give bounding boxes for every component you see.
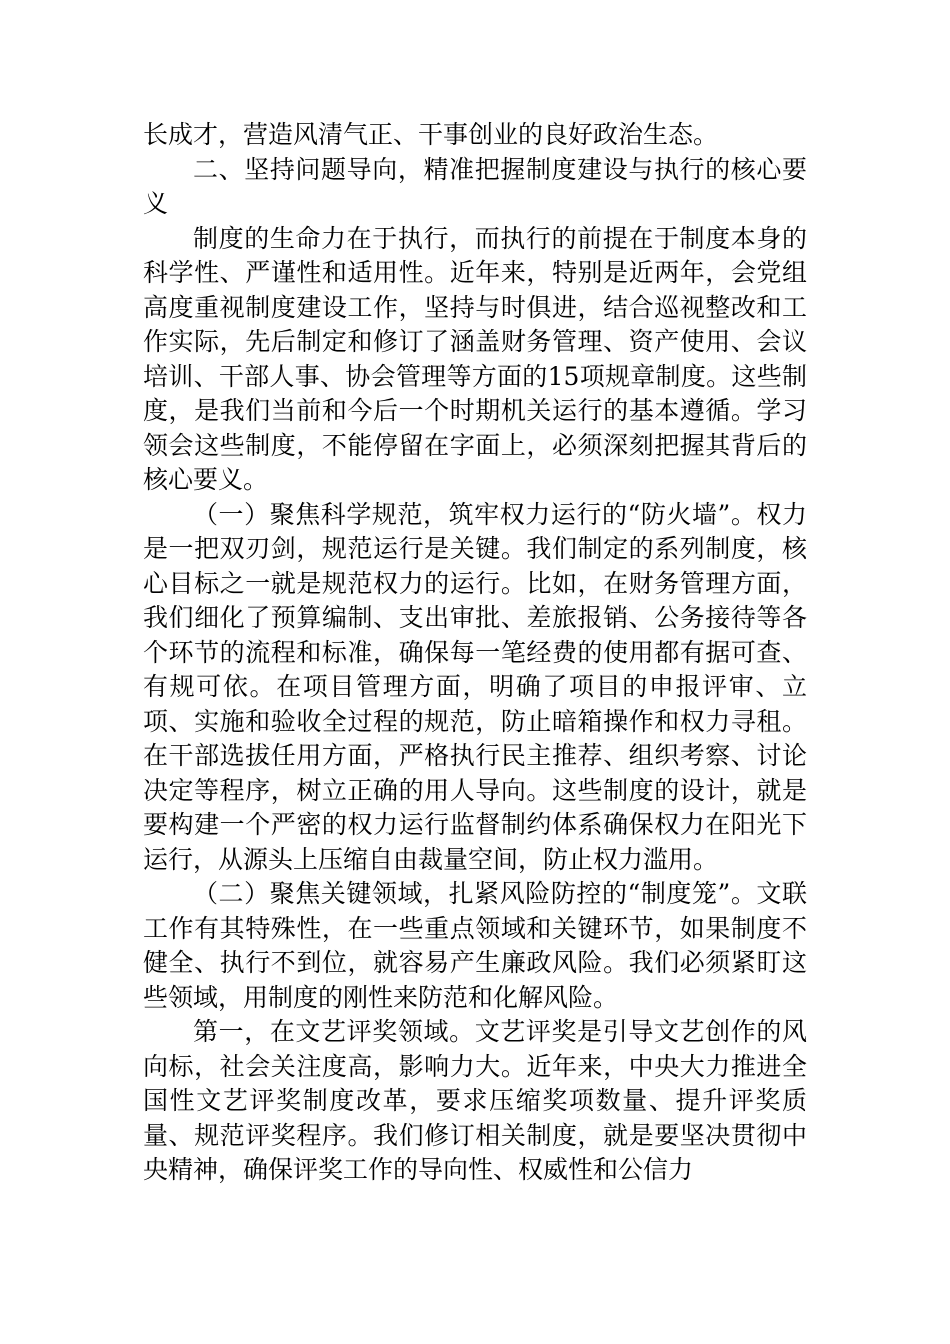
body-paragraph-awards: 第一，在文艺评奖领域。文艺评奖是引导文艺创作的风向标，社会关注度高，影响力大。近年来，中央大力推进全国性文艺评奖制度改革，要求压缩奖项数量、提升评奖质量、规范评奖程序。我们修订相关制度，就是要坚决贯彻中央精神，确保评奖工作的导向性、权威性和公信力 — [143, 1017, 807, 1184]
section-heading: 二、坚持问题导向，精准把握制度建设与执行的核心要义 — [143, 154, 807, 218]
body-paragraph-risk-control: （二）聚焦关键领域，扎紧风险防控的“制度笼”。文联工作有其特殊性，在一些重点领域和关键环节，如果制度不健全、执行不到位，就容易产生廉政风险。我们必须紧盯这些领域，用制度的刚性来防范和化解风险。 — [143, 879, 807, 1012]
document-page — [143, 118, 807, 1188]
body-paragraph-intro: 制度的生命力在于执行，而执行的前提在于制度本身的科学性、严谨性和适用性。近年来，特别是近两年，会党组高度重视制度建设工作，坚持与时俱进，结合巡视整改和工作实际，先后制定和修订了涵盖财务管理、资产使用、会议培训、干部人事、协会管理等方面的15项规章制度。这些制度，是我们当前和今后一个时期机关运行的基本遵循。学习领会这些制度，不能停留在字面上，必须深刻把握其背后的核心要义。 — [143, 223, 807, 494]
body-paragraph-power-regulation: （一）聚焦科学规范，筑牢权力运行的“防火墙”。权力是一把双刃剑，规范运行是关键。我们制定的系列制度，核心目标之一就是规范权力的运行。比如，在财务管理方面，我们细化了预算编制、支出审批、差旅报销、公务接待等各个环节的流程和标准，确保每一笔经费的使用都有据可查、有规可依。在项目管理方面，明确了项目的申报评审、立项、实施和验收全过程的规范，防止暗箱操作和权力寻租。在干部选拔任用方面，严格执行民主推荐、组织考察、讨论决定等程序，树立正确的用人导向。这些制度的设计，就是要构建一个严密的权力运行监督制约体系确保权力在阳光下运行，从源头上压缩自由裁量空间，防止权力滥用。 — [143, 499, 807, 874]
continuation-paragraph: 长成才，营造风清气正、干事创业的良好政治生态。 — [143, 120, 719, 149]
